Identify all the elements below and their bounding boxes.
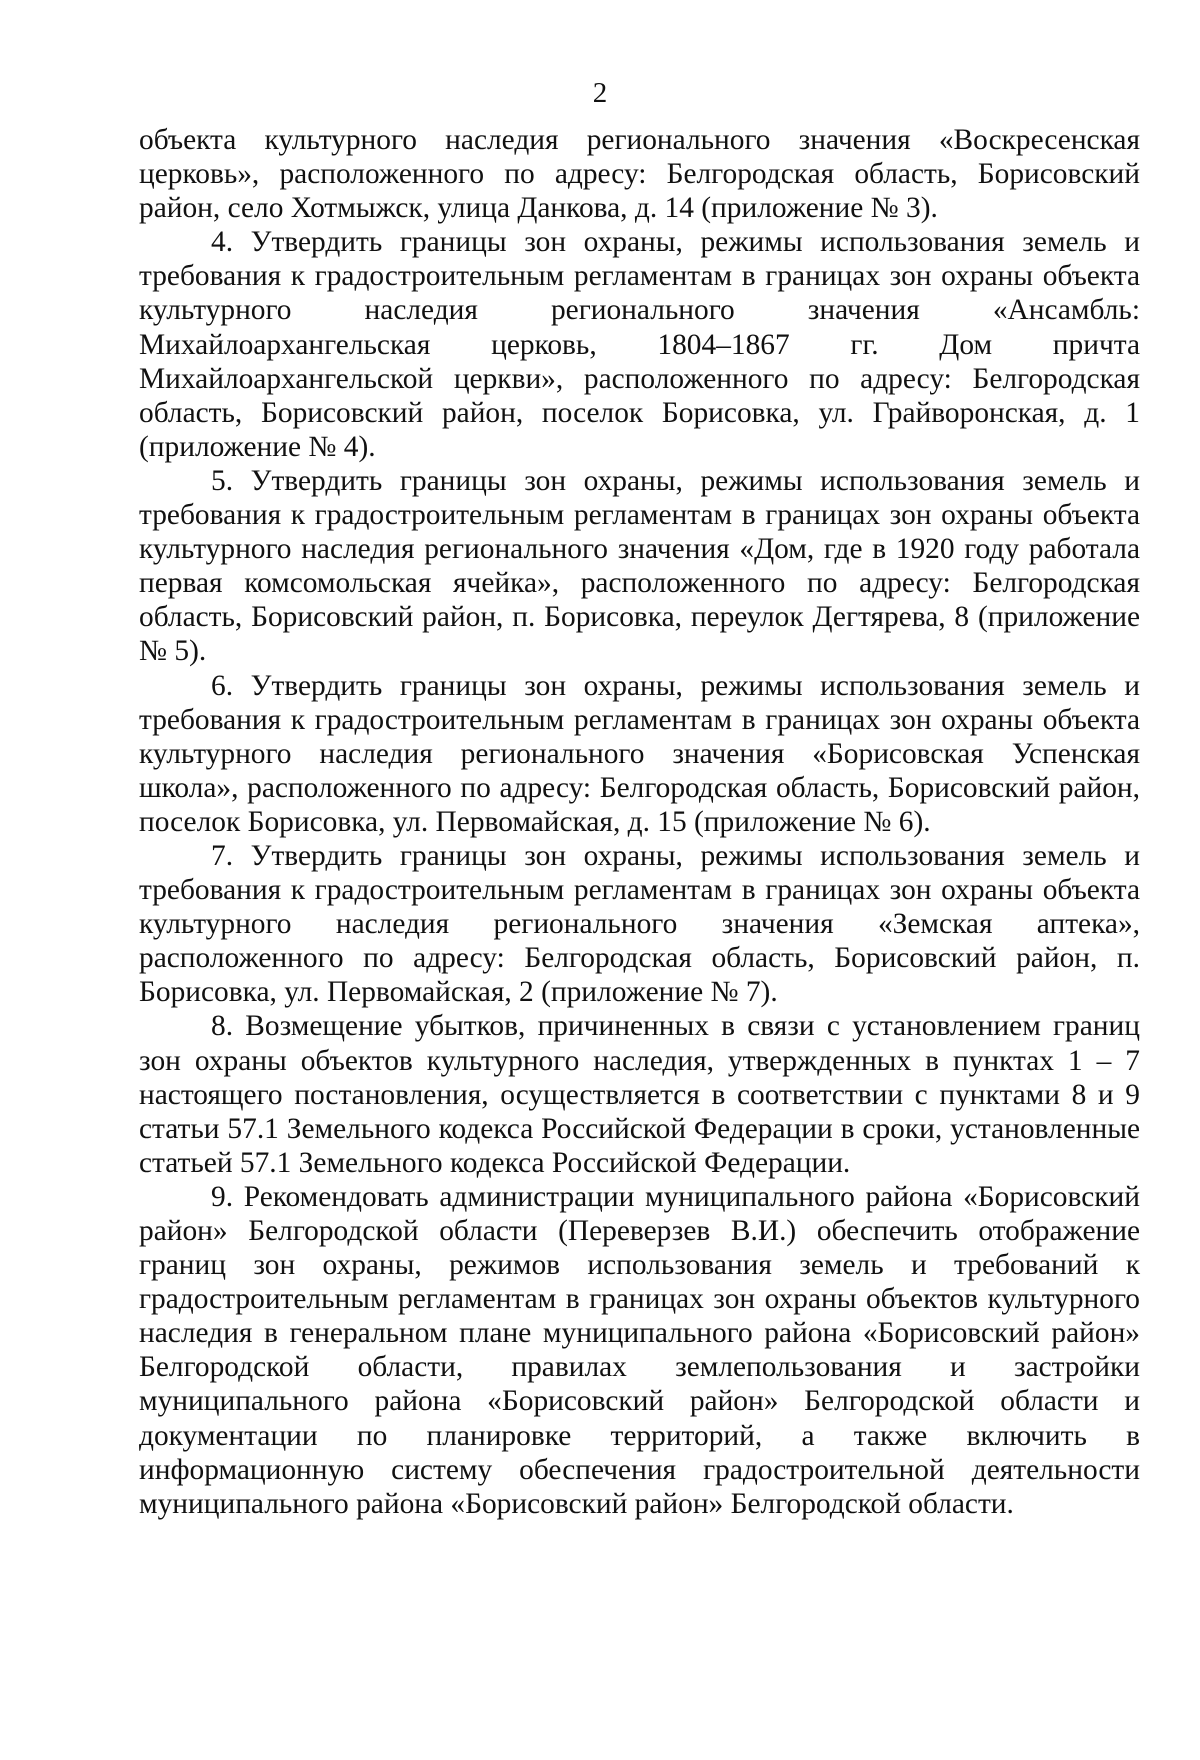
paragraph-number: 6. [211, 669, 234, 702]
paragraph-number: 9. [211, 1180, 234, 1213]
paragraph-number: 7. [211, 839, 234, 872]
paragraph-text: Утвердить границы зон охраны, режимы использования земель и требования к градостроительным регламентам в границах зон охраны объекта культурного наследия регионального значения «Ансамбль: Михайлоархангельская церковь, 1804–1867 гг. Дом причта Михайлоархангельской церкви», расположенного по адресу: Белгородская область, Борисовский район, поселок Борисовка, ул. Грайворонская, д. 1 (приложение № 4). [139, 226, 1140, 463]
paragraph-4 [139, 225, 1140, 464]
paragraph-9 [139, 1180, 1140, 1521]
continuation-paragraph: объекта культурного наследия регионального значения «Воскресенская церковь», расположенного по адресу: Белгородская область, Борисовский район, село Хотмыжск, улица Данкова, д. 14 (приложение № 3). [139, 124, 1140, 225]
document-body [139, 123, 1140, 1521]
paragraph-7 [139, 839, 1140, 1009]
paragraph-6 [139, 669, 1140, 839]
paragraph-8 [139, 1009, 1140, 1179]
paragraph-text: Возмещение убытков, причиненных в связи с установлением границ зон охраны объектов культурного наследия, утвержденных в пунктах 1 – 7 настоящего постановления, осуществляется в соответствии с пунктами 8 и 9 статьи 57.1 Земельного кодекса Российской Федерации в сроки, установленные статьей 57.1 Земельного кодекса Российской Федерации. [139, 1010, 1140, 1179]
paragraph-number: 4. [211, 226, 234, 259]
page-number: 2 [592, 77, 608, 109]
paragraph-number: 8. [211, 1010, 234, 1043]
paragraph-text: Утвердить границы зон охраны, режимы использования земель и требования к градостроительным регламентам в границах зон охраны объекта культурного наследия регионального значения «Дом, где в 1920 году работала первая комсомольская ячейка», расположенного по адресу: Белгородская область, Борисовский район, п. Борисовка, переулок Дегтярева, 8 (приложение № 5). [139, 464, 1140, 668]
paragraph-number: 5. [211, 464, 234, 497]
paragraph-5 [139, 464, 1140, 669]
paragraph-text: Утвердить границы зон охраны, режимы использования земель и требования к градостроительным регламентам в границах зон охраны объекта культурного наследия регионального значения «Земская аптека», расположенного по адресу: Белгородская область, Борисовский район, п. Борисовка, ул. Первомайская, 2 (приложение № 7). [139, 839, 1140, 1009]
paragraph-text: Утвердить границы зон охраны, режимы использования земель и требования к градостроительным регламентам в границах зон охраны объекта культурного наследия регионального значения «Борисовская Успенская школа», расположенного по адресу: Белгородская область, Борисовский район, поселок Борисовка, ул. Первомайская, д. 15 (приложение № 6). [139, 669, 1140, 838]
paragraph-text: Рекомендовать администрации муниципального района «Борисовский район» Белгородской области (Переверзев В.И.) обеспечить отображение границ зон охраны, режимов использования земель и требований к градостроительным регламентам в границах зон охраны объектов культурного наследия в генеральном плане муниципального района «Борисовский район» Белгородской области, правилах землепользования и застройки муниципального района «Борисовский район» Белгородской области и документации по планировке территорий, а также включить в информационную систему обеспечения градостроительной деятельности муниципального района «Борисовский район» Белгородской области. [139, 1180, 1140, 1520]
